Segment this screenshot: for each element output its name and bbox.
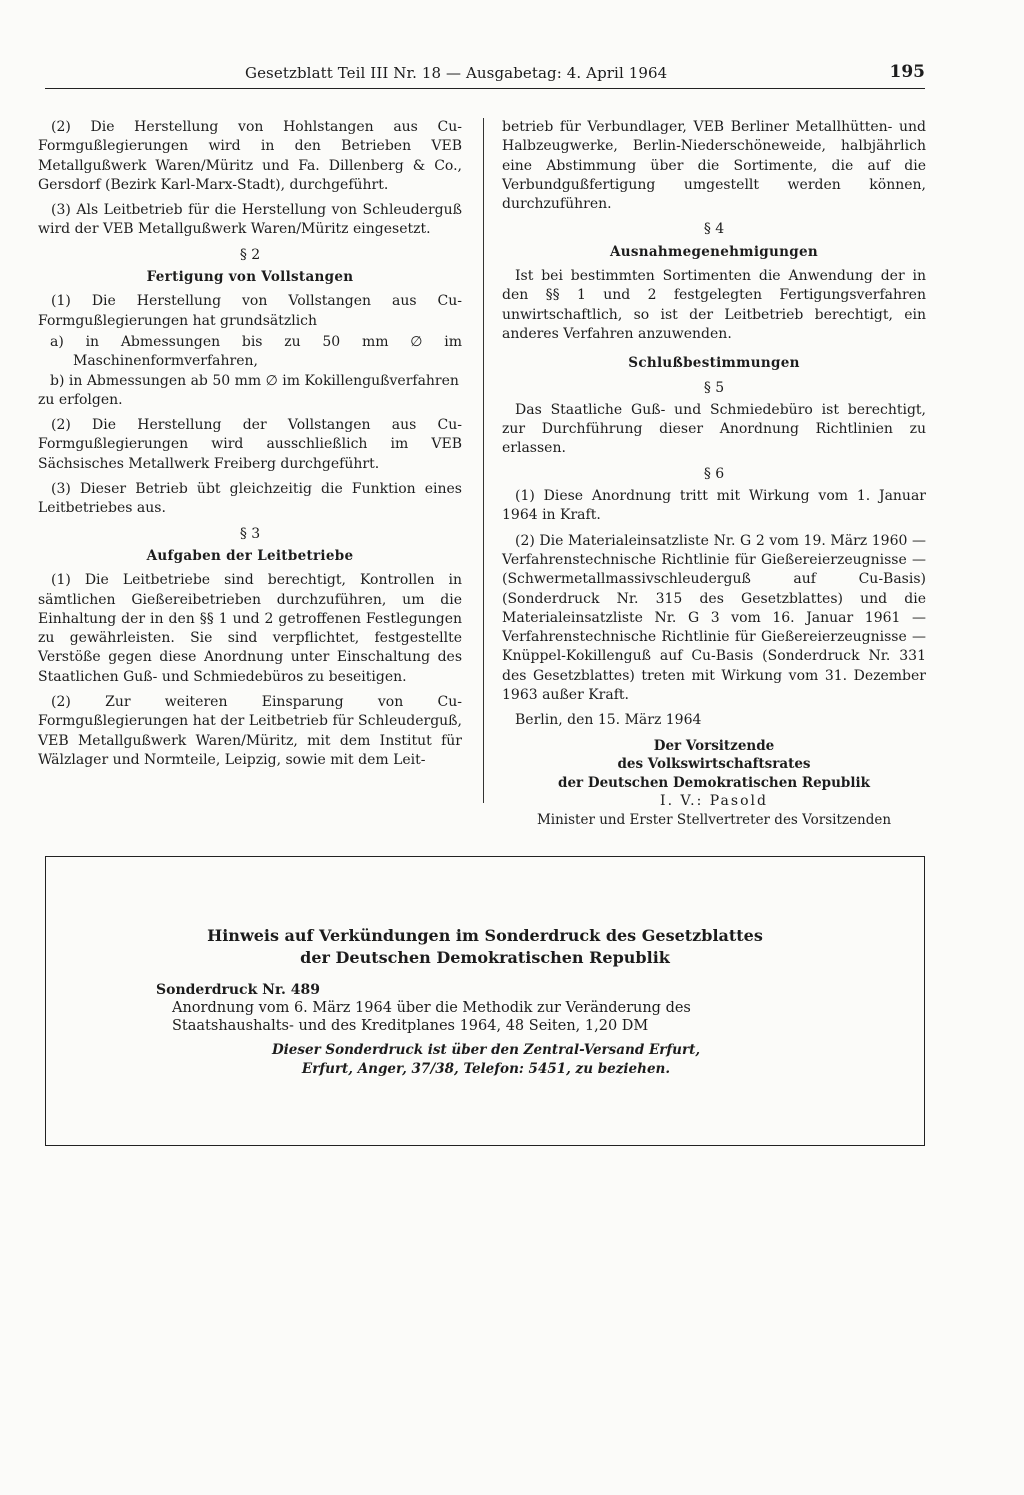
paragraph: Das Staatliche Guß- und Schmiedebüro ist berechtigt, zur Durchführung dieser Anordnung Richtlinien zu erlassen. <box>502 401 926 457</box>
section-number: § 2 <box>239 246 261 263</box>
column-divider <box>483 118 484 803</box>
order-info-line: Dieser Sonderdruck ist über den Zentral-Versand Erfurt, <box>271 1042 701 1058</box>
paragraph: betrieb für Verbundlager, VEB Berliner Metallhütten- und Halbzeugwerke, Berlin-Niederschöneweide, halbjährlich eine Abstimmung über die Sortimente, die auf die Verbundgußfertigung umgestellt werden können, durchzuführen. <box>502 119 926 213</box>
notice-title <box>46 925 924 969</box>
notice-entry: Anordnung vom 6. März 1964 über die Methodik zur Veränderung des Staatshaushalts- und des Kreditplanes 1964, 48 Seiten, 1,20 DM <box>172 1000 691 1034</box>
section-heading: Fertigung von Vollstangen <box>146 269 354 286</box>
right-column <box>502 118 926 829</box>
notice-title-line: Hinweis auf Verkündungen im Sonderdruck des Gesetzblattes <box>207 926 763 945</box>
notice-box <box>45 856 925 1146</box>
signature-line: des Volkswirtschaftsrates <box>617 756 811 773</box>
page-header <box>45 62 925 89</box>
left-column <box>38 118 462 776</box>
paragraph: (1) Die Leitbetriebe sind berechtigt, Kontrollen in sämtlichen Gießereibetrieben durchzuführen, um die Einhaltung der in den §§ 1 und 2 getroffenen Festlegungen zu gewährleisten. Sie sind verpflichtet, festgestellte Verstöße gegen diese Anordnung unter Einschaltung des Staatlichen Guß- und Schmiedebüros zu beseitigen. <box>38 572 462 685</box>
page-number: 195 <box>889 62 925 82</box>
signatory-title: Minister und Erster Stellvertreter des Vorsitzenden <box>536 811 892 828</box>
paragraph: (3) Dieser Betrieb übt gleichzeitig die Funktion eines Leitbetriebes aus. <box>38 481 462 517</box>
list-item: b) in Abmessungen ab 50 mm ∅ im Kokillengußverfahren <box>50 372 459 389</box>
section-heading: Ausnahmegenehmigungen <box>609 243 818 260</box>
paragraph: (2) Die Herstellung der Vollstangen aus Cu-Formgußlegierungen wird ausschließlich im VEB Sächsisches Metallwerk Freiberg durchgeführt. <box>38 417 462 472</box>
section-number: § 6 <box>703 465 725 482</box>
signature-block <box>502 737 926 830</box>
paragraph: (1) Diese Anordnung tritt mit Wirkung vom 1. Januar 1964 in Kraft. <box>502 488 926 524</box>
notice-body <box>156 981 816 1079</box>
paragraph: Ist bei bestimmten Sortimenten die Anwendung der in den §§ 1 und 2 festgelegten Fertigungsverfahren unwirtschaftlich, so ist der Leitbetrieb berechtigt, ein anderes Verfahren anzuwenden. <box>502 268 926 342</box>
paragraph: (1) Die Herstellung von Vollstangen aus Cu-Formgußlegierungen hat grundsätzlich <box>38 293 462 329</box>
paragraph: zu erfolgen. <box>38 391 123 408</box>
notice-label: Sonderdruck Nr. 489 <box>156 982 321 998</box>
header-title: Gesetzblatt Teil III Nr. 18 — Ausgabetag: 4. April 1964 <box>245 64 668 82</box>
paragraph: (2) Die Herstellung von Hohlstangen aus Cu-Formgußlegierungen wird in den Betrieben VEB Metallgußwerk Waren/Müritz und Fa. Dillenberg & Co., Gersdorf (Bezirk Karl-Marx-Stadt), durchgeführt. <box>38 119 462 193</box>
signature-line: Der Vorsitzende <box>653 737 775 754</box>
order-info-line: Erfurt, Anger, 37/38, Telefon: 5451, zu beziehen. <box>301 1061 671 1077</box>
date-line: Berlin, den 15. März 1964 <box>515 712 702 729</box>
paragraph: (3) Als Leitbetrieb für die Herstellung von Schleuderguß wird der VEB Metallgußwerk Waren/Müritz eingesetzt. <box>38 202 462 238</box>
paragraph: (2) Die Materialeinsatzliste Nr. G 2 vom 19. März 1960 — Verfahrenstechnische Richtlinie für Gießereierzeugnisse — (Schwermetallmassivschleuderguß auf Cu-Basis) (Sonderdruck Nr. 315 des Gesetzblattes) und die Materialeinsatzliste Nr. G 3 vom 16. Januar 1961 — Verfahrenstechnische Richtlinie für Gießereierzeugnisse — Knüppel-Kokillenguß auf Cu-Basis (Sonderdruck Nr. 331 des Gesetzblattes) treten mit Wirkung vom 31. Dezember 1963 außer Kraft. <box>502 532 926 704</box>
notice-title-line: der Deutschen Demokratischen Republik <box>300 948 670 967</box>
section-heading: Schlußbestimmungen <box>628 355 800 372</box>
section-number: § 3 <box>239 525 261 542</box>
section-number: § 4 <box>703 221 725 238</box>
paragraph: (2) Zur weiteren Einsparung von Cu-Formgußlegierungen hat der Leitbetrieb für Schleuderguß, VEB Metallgußwerk Waren/Müritz, mit dem Institut für Wälzlager und Normteile, Leipzig, sowie mit dem Leit- <box>38 694 462 768</box>
signature-line: der Deutschen Demokratischen Republik <box>558 774 870 791</box>
list-item: a) in Abmessungen bis zu 50 mm ∅ im Maschinenformverfahren, <box>50 333 462 370</box>
signatory-name: I. V.: Pasold <box>660 793 768 810</box>
section-heading: Aufgaben der Leitbetriebe <box>146 547 354 564</box>
section-number: § 5 <box>703 379 725 396</box>
order-info <box>156 1041 816 1079</box>
